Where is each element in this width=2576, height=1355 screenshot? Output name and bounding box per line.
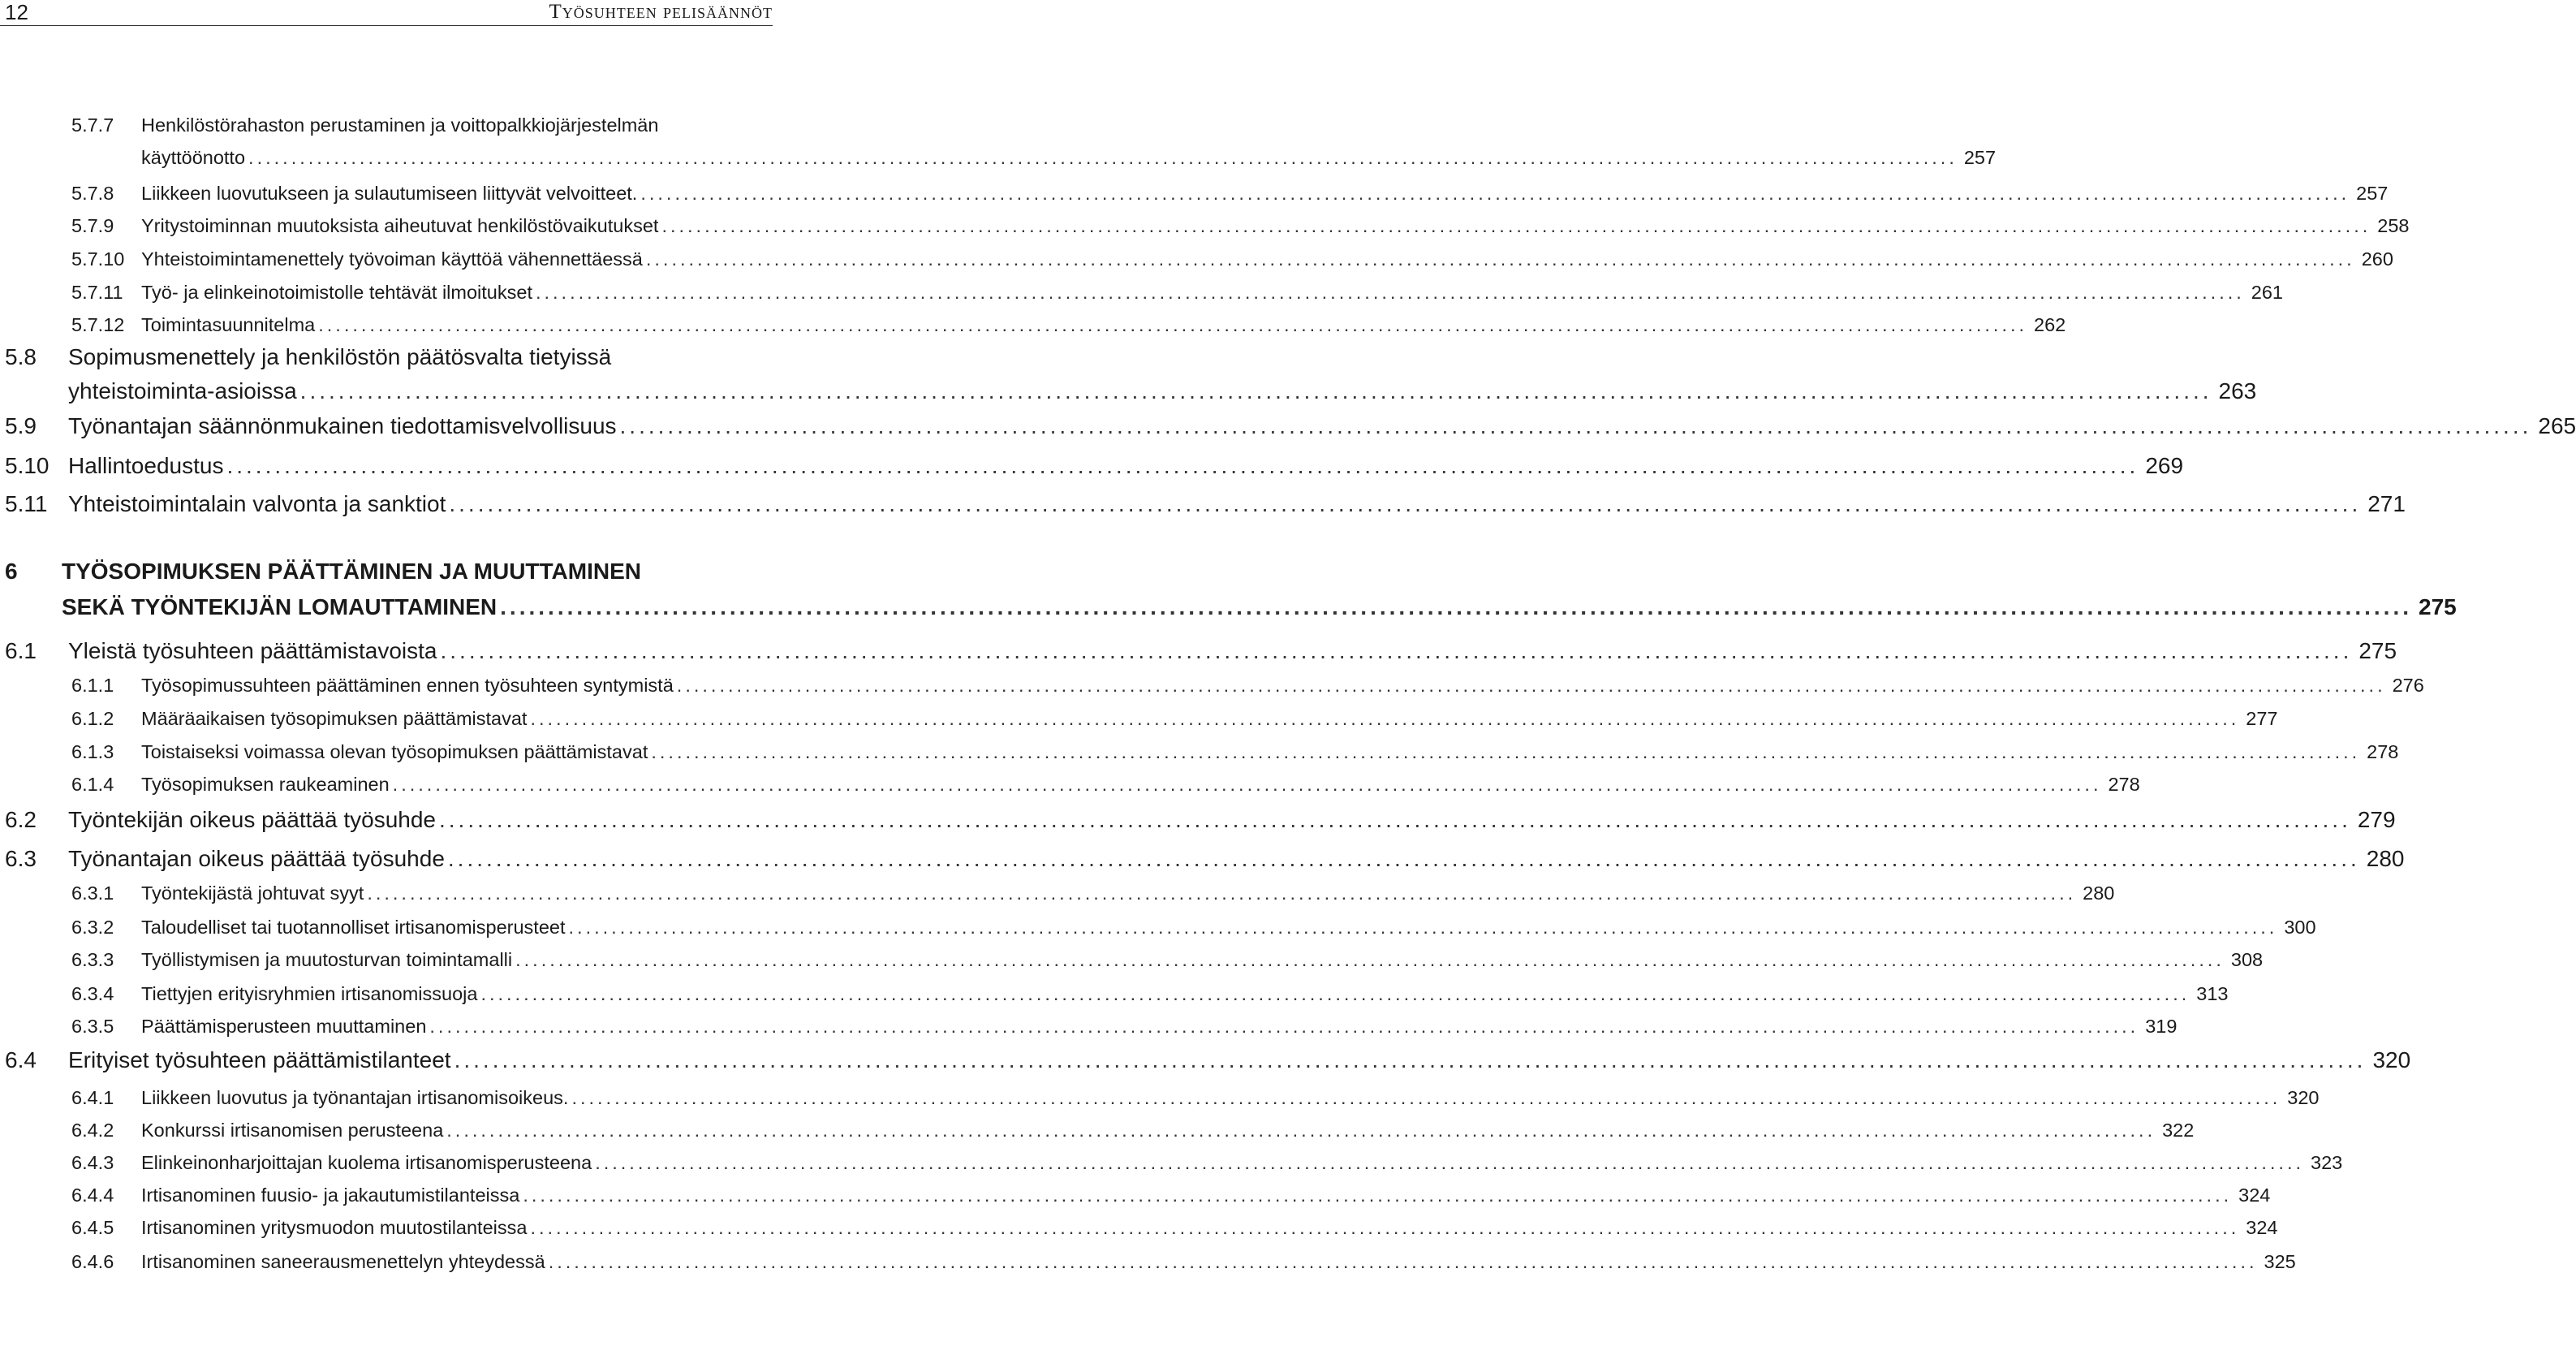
toc-entry-title: Määräaikaisen työsopimuksen päättämistavat xyxy=(141,708,528,729)
dot-leader: ........................................................................................................................................................................................................ xyxy=(523,1185,2233,1206)
toc-entry-title: Liikkeen luovutus ja työnantajan irtisanomisoikeus. xyxy=(141,1087,569,1108)
dot-leader: ........................................................................................................................................................................................................ xyxy=(645,248,2355,270)
toc-entry-page: 275 xyxy=(2419,594,2457,619)
dot-leader: ........................................................................................................................................................................................................ xyxy=(449,491,2362,516)
toc-entry-number: 6.4.6 xyxy=(71,1251,114,1272)
toc-entry-page: 265 xyxy=(2538,413,2576,438)
dot-leader: ........................................................................................................................................................................................................ xyxy=(568,917,2278,938)
toc-entry-title: Toimintasuunnitelma xyxy=(141,314,316,335)
toc-entry-page: 269 xyxy=(2145,453,2184,478)
toc-entry-title: Irtisanominen yritysmuodon muutostilanteissa xyxy=(141,1217,528,1238)
toc-entry-title: Työntekijästä johtuvat syyt xyxy=(141,882,364,904)
toc-entry-number: 6.4.4 xyxy=(71,1185,114,1206)
dot-leader: ........................................................................................................................................................................................................ xyxy=(454,1047,2367,1072)
toc-entry-title: Työnantajan oikeus päättää työsuhde xyxy=(68,846,445,871)
toc-entry-title: Tiettyjen erityisryhmien irtisanomissuoja xyxy=(141,983,478,1004)
toc-entry-number: 6.2 xyxy=(5,807,37,832)
toc-entry-number: 5.9 xyxy=(5,413,37,438)
toc-entry-number: 6.1.1 xyxy=(71,675,114,696)
toc-entry-title: Konkurssi irtisanomisen perusteena xyxy=(141,1120,444,1141)
toc-entry-page: 279 xyxy=(2357,807,2396,832)
dot-leader: ........................................................................................................................................................................................................ xyxy=(440,638,2353,663)
toc-entry-title: Työllistymisen ja muutosturvan toimintamalli xyxy=(141,949,513,970)
toc-entry-title: Yritystoiminnan muutoksista aiheutuvat henkilöstövaikutukset xyxy=(141,215,659,236)
toc-entry-number: 6.4.1 xyxy=(71,1087,114,1108)
page-number: 12 xyxy=(5,0,28,24)
toc-entry-page: 320 xyxy=(2372,1047,2411,1072)
dot-leader: ........................................................................................................................................................................................................ xyxy=(480,983,2190,1004)
toc-entry-page: 260 xyxy=(2361,248,2393,270)
toc-entry-title: Liikkeen luovutukseen ja sulautumiseen liittyvät velvoitteet. xyxy=(141,183,638,204)
toc-entry-number: 6.1 xyxy=(5,638,37,663)
dot-leader: ........................................................................................................................................................................................................ xyxy=(447,846,2360,871)
toc-entry-number: 5.8 xyxy=(5,344,37,369)
dot-leader: ........................................................................................................................................................................................................ xyxy=(661,215,2371,236)
toc-entry-title: Työnantajan säännönmukainen tiedottamisvelvollisuus xyxy=(68,413,617,438)
toc-entry-title: Päättämisperusteen muuttaminen xyxy=(141,1016,427,1037)
toc-entry-title: Taloudelliset tai tuotannolliset irtisanomisperusteet xyxy=(141,917,566,938)
running-title: Työsuhteen pelisäännöt xyxy=(549,1,773,23)
dot-leader: ........................................................................................................................................................................................................ xyxy=(299,378,2212,403)
toc-entry-number: 5.7.9 xyxy=(71,215,114,236)
toc-entry-page: 324 xyxy=(2246,1217,2278,1238)
toc-entry-title: Henkilöstörahaston perustaminen ja voittopalkkiojärjestelmän xyxy=(141,114,659,136)
dot-leader: ........................................................................................................................................................................................................ xyxy=(619,413,2532,438)
toc-entry-page: 258 xyxy=(2377,215,2410,236)
toc-entry-title: Työntekijän oikeus päättää työsuhde xyxy=(68,807,436,832)
toc-entry-page: 271 xyxy=(2367,491,2406,516)
dot-leader: ........................................................................................................................................................................................................ xyxy=(530,708,2240,729)
toc-entry-title: Irtisanominen saneerausmenettelyn yhteydessä xyxy=(141,1251,545,1272)
toc-entry-title: SEKÄ TYÖNTEKIJÄN LOMAUTTAMINEN xyxy=(62,594,498,619)
toc-entry-number: 6.3.3 xyxy=(71,949,114,970)
toc-entry-number: 5.7.7 xyxy=(71,114,114,136)
toc-entry-title: Yleistä työsuhteen päättämistavoista xyxy=(68,638,437,663)
toc-entry-number: 6.3 xyxy=(5,846,37,871)
toc-entry-title: Yhteistoimintalain valvonta ja sanktiot xyxy=(68,491,446,516)
toc-entry-page: 324 xyxy=(2238,1185,2271,1206)
toc-entry-page: 323 xyxy=(2311,1152,2343,1173)
toc-entry-page: 319 xyxy=(2145,1016,2178,1037)
toc-entry-number: 5.7.10 xyxy=(71,248,125,270)
toc-entry-title: Yhteistoimintamenettely työvoiman käyttöä vähennettäessä xyxy=(141,248,643,270)
toc-entry-page: 325 xyxy=(2264,1251,2296,1272)
toc-entry-title: Sopimusmenettely ja henkilöstön päätösvalta tietyissä xyxy=(68,344,612,369)
toc-entry-title: Työsopimuksen raukeaminen xyxy=(141,774,390,795)
toc-entry-number: 6.1.3 xyxy=(71,741,114,762)
toc-entry-number: 5.7.12 xyxy=(71,314,125,335)
dot-leader: ........................................................................................................................................................................................................ xyxy=(651,741,2361,762)
toc-entry-number: 5.11 xyxy=(5,491,48,516)
toc-entry-number: 5.7.8 xyxy=(71,183,114,204)
dot-leader: ........................................................................................................................................................................................................ xyxy=(438,807,2351,832)
toc-entry-page: 257 xyxy=(2356,183,2389,204)
toc-entry-page: 262 xyxy=(2034,314,2066,335)
toc-entry-number: 5.7.11 xyxy=(71,282,123,303)
toc-entry-number: 6.3.5 xyxy=(71,1016,114,1037)
toc-entry-page: 280 xyxy=(2083,882,2115,904)
toc-entry-page: 322 xyxy=(2162,1120,2195,1141)
toc-entry-title: Hallintoedustus xyxy=(68,453,224,478)
toc-entry-page: 308 xyxy=(2230,949,2264,970)
toc-entry-page: 261 xyxy=(2251,282,2283,303)
dot-leader: ........................................................................................................................................................................................................ xyxy=(318,314,2028,335)
toc-entry-title: käyttöönotto xyxy=(141,147,246,168)
dot-leader: ........................................................................................................................................................................................................ xyxy=(676,675,2386,696)
dot-leader: ........................................................................................................................................................................................................ xyxy=(500,594,2413,619)
toc-entry-page: 276 xyxy=(2392,675,2424,696)
dot-leader: ........................................................................................................................................................................................................ xyxy=(640,183,2350,204)
toc-entry-number: 6.4 xyxy=(5,1047,37,1072)
dot-leader: ........................................................................................................................................................................................................ xyxy=(595,1152,2304,1173)
toc-entry-number: 6.4.5 xyxy=(71,1217,114,1238)
toc-entry-page: 257 xyxy=(1963,147,1997,168)
toc-entry-page: 278 xyxy=(2108,774,2140,795)
dot-leader: ........................................................................................................................................................................................................ xyxy=(367,882,2077,904)
toc-entry-number: 5.10 xyxy=(5,453,50,478)
toc-entry-page: 320 xyxy=(2287,1087,2320,1108)
dot-leader: ........................................................................................................................................................................................................ xyxy=(429,1016,2139,1037)
toc-entry-page: 263 xyxy=(2218,378,2257,403)
toc-entry-number: 6.3.4 xyxy=(71,983,114,1004)
dot-leader: ........................................................................................................................................................................................................ xyxy=(571,1087,2281,1108)
toc-entry-number: 6.3.1 xyxy=(71,882,114,904)
dot-leader: ........................................................................................................................................................................................................ xyxy=(248,147,1958,168)
toc-entry-page: 277 xyxy=(2246,708,2278,729)
dot-leader: ........................................................................................................................................................................................................ xyxy=(392,774,2102,795)
dot-leader: ........................................................................................................................................................................................................ xyxy=(446,1120,2156,1141)
dot-leader: ........................................................................................................................................................................................................ xyxy=(515,949,2225,970)
toc-entry-number: 6.1.4 xyxy=(71,774,114,795)
toc-entry-title: Irtisanominen fuusio- ja jakautumistilanteissa xyxy=(141,1185,520,1206)
toc-entry-title: yhteistoiminta-asioissa xyxy=(68,378,297,403)
toc-entry-number: 6.3.2 xyxy=(71,917,114,938)
toc-entry-page: 300 xyxy=(2284,917,2316,938)
dot-leader: ........................................................................................................................................................................................................ xyxy=(535,282,2245,303)
toc-entry-page: 278 xyxy=(2367,741,2399,762)
toc-entry-number: 6.1.2 xyxy=(71,708,114,729)
toc-entry-page: 313 xyxy=(2196,983,2229,1004)
toc-entry-number: 6.4.2 xyxy=(71,1120,114,1141)
toc-entry-title: TYÖSOPIMUKSEN PÄÄTTÄMINEN JA MUUTTAMINEN xyxy=(62,559,641,584)
dot-leader: ........................................................................................................................................................................................................ xyxy=(530,1217,2240,1238)
dot-leader: ........................................................................................................................................................................................................ xyxy=(548,1251,2258,1272)
toc-entry-title: Työsopimussuhteen päättäminen ennen työsuhteen syntymistä xyxy=(141,675,674,696)
toc-entry-page: 280 xyxy=(2366,846,2405,871)
dot-leader: ........................................................................................................................................................................................................ xyxy=(226,453,2139,478)
toc-entry-title: Työ- ja elinkeinotoimistolle tehtävät ilmoitukset xyxy=(141,282,532,303)
toc-entry-page: 275 xyxy=(2358,638,2397,663)
toc-entry-number: 6.4.3 xyxy=(71,1152,114,1173)
toc-entry-number: 6 xyxy=(5,559,18,584)
toc-entry-title: Elinkeinonharjoittajan kuolema irtisanomisperusteena xyxy=(141,1152,592,1173)
toc-entry-title: Toistaiseksi voimassa olevan työsopimuksen päättämistavat xyxy=(141,741,648,762)
toc-entry-title: Erityiset työsuhteen päättämistilanteet xyxy=(68,1047,451,1072)
